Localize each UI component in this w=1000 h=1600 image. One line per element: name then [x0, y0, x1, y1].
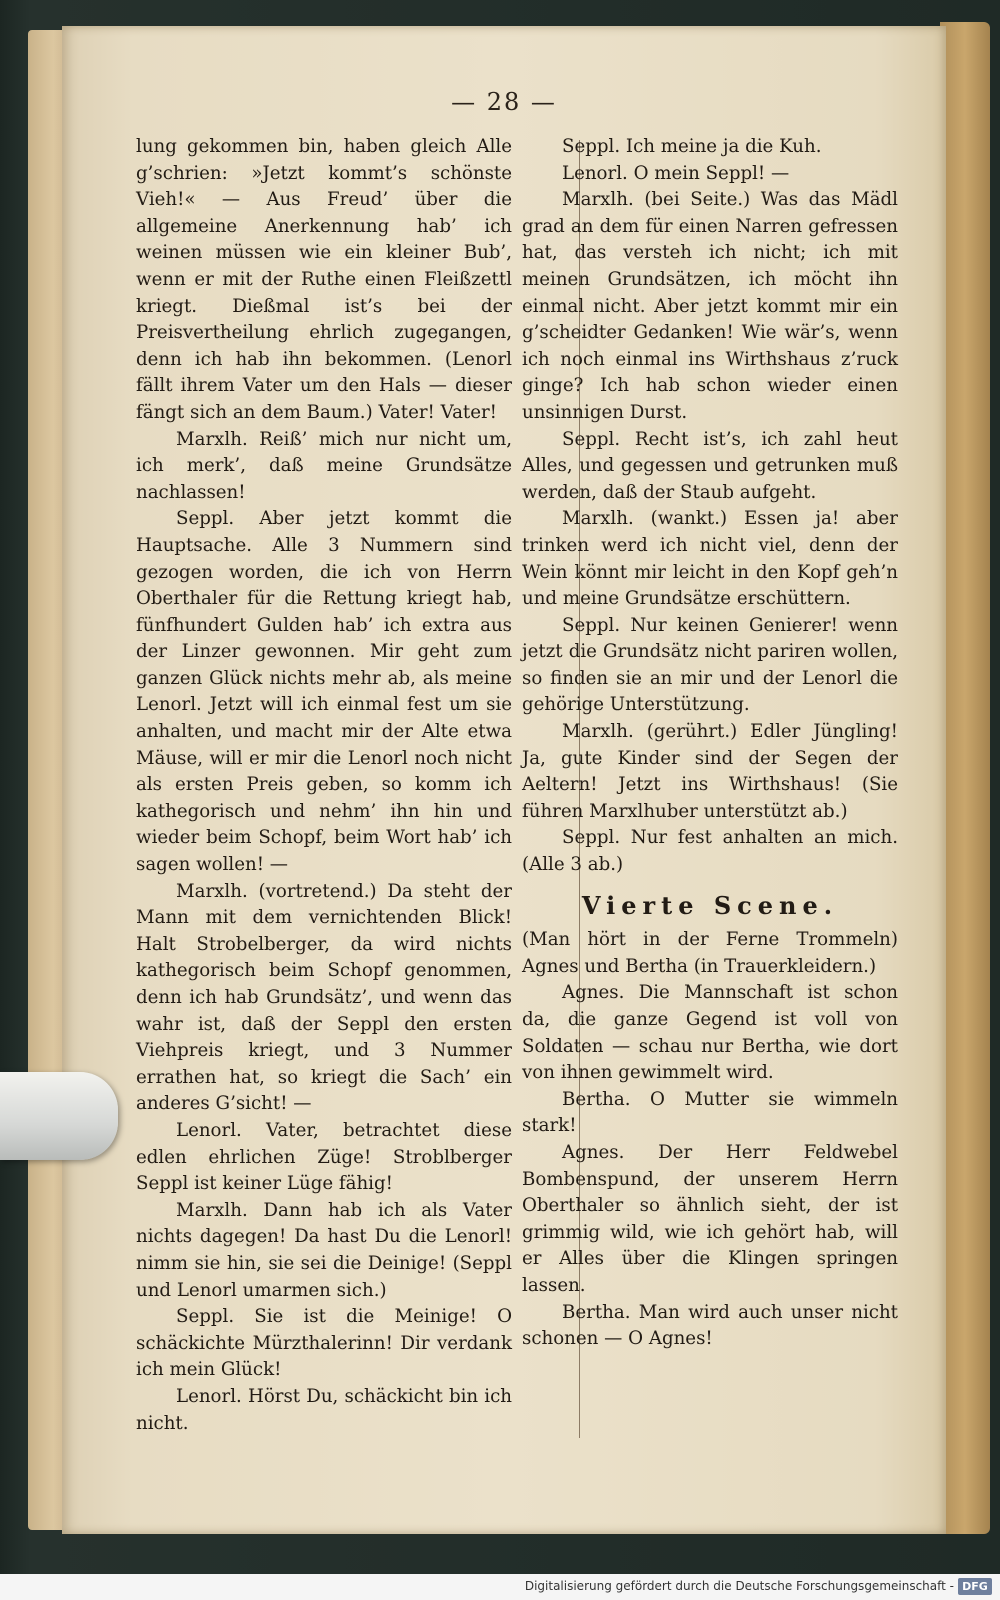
paragraph: Lenorl. Hörst Du, schäckicht bin ich nicht.	[136, 1385, 512, 1434]
paragraph: Seppl. Aber jetzt kommt die Hauptsache. Alle 3 Nummern sind gezogen worden, die ich von Herrn Oberthaler für die Rettung kriegt hab, fünfhundert Gulden hab’ ich extra aus der Linzer gewonnen. Mir geht zum ganzen Glück nichts mehr ab, als meine Lenorl. Jetzt will ich einmal fest um sie anhalten, und macht mir der Alte etwa Mäuse, will er mir die Lenorl noch nicht als ersten Preis geben, so komm ich kathegorisch und nehm’ ihn hin und wieder beim Schopf, beim Wort hab’ ich sagen wollen! —	[136, 508, 512, 876]
page-number: — 28 —	[451, 88, 557, 116]
dfg-logo: DFG	[958, 1578, 992, 1595]
paragraph: Marxlh. (gerührt.) Edler Jüngling! Ja, gute Kinder sind der Segen der Aeltern! Jetzt ins Wirthshaus! (Sie führen Marxlhuber unterstützt ab.)	[522, 721, 898, 822]
paragraph: Bertha. Man wird auch unser nicht schonen — O Agnes!	[522, 1301, 898, 1350]
paragraph: Seppl. Nur keinen Genierer! wenn jetzt die Grundsätz nicht pariren wollen, so finden sie an mir und der Lenorl die gehörige Unterstützung.	[522, 614, 898, 716]
paragraph: Marxlh. Dann hab ich als Vater nichts dagegen! Da hast Du die Lenorl! nimm sie hin, sie sei die Deinige! (Seppl und Lenorl umarmen sich.)	[136, 1199, 512, 1301]
scene-title: Vierte Scene.	[581, 890, 839, 920]
paragraph: Agnes. Die Mannschaft ist schon da, die ganze Gegend ist voll von Soldaten — schau nur Bertha, wie dort von ihnen gewimmelt wird.	[522, 982, 898, 1084]
book-page	[62, 26, 946, 1534]
paragraph: Bertha. O Mutter sie wimmeln stark!	[522, 1088, 898, 1137]
paragraph: Marxlh. (vortretend.) Da steht der Mann mit dem vernichtenden Blick! Halt Strobelberger, da wird nichts kathegorisch beim Schopf genommen, denn ich hab Grundsätz’, und wenn das wahr ist, daß der Seppl den ersten Viehpreis kriegt, und 3 Nummer errathen hat, so kriegt die Sach’ ein anderes G’sicht! —	[136, 880, 512, 1115]
paragraph: Agnes. Der Herr Feldwebel Bombenspund, der unserem Herrn Oberthaler so ähnlich sieht, der ist grimmig wild, wie ich gehört hab, will er Alles über die Klingen springen lassen.	[522, 1141, 898, 1296]
paragraph: lung gekommen bin, haben gleich Alle g’schrien: »Jetzt kommt’s schönste Vieh!« — Aus Freud’ über die allgemeine Anerkennung hab’ ich weinen müssen wie ein kleiner Bub’, wenn er mit der Ruthe einen Fleißzettl kriegt. Dießmal ist’s bei der Preisvertheilung ehrlich zugegangen, denn ich hab ihn bekommen. (Lenorl fällt ihrem Vater um den Hals — dieser fängt sich an dem Baum.) Vater! Vater!	[136, 136, 512, 423]
paragraph: Lenorl. O mein Seppl! —	[562, 162, 790, 184]
paragraph: Marxlh. Reiß’ mich nur nicht um, ich merk’, daß meine Grundsätze nachlassen!	[136, 428, 512, 503]
paragraph: Marxlh. (bei Seite.) Was das Mädl grad an dem für einen Narren gefressen hat, das versteh ich nicht; ich mit meinen Grundsätzen, ich möcht ihn einmal nicht. Aber jetzt kommt mir ein g’scheidter Gedanken! Wie wär’s, wenn ich noch einmal ins Wirthshaus z’ruck ginge? Ich hab schon wieder einen unsinnigen Durst.	[522, 189, 898, 423]
right-column	[522, 134, 898, 1353]
paragraph: Seppl. Recht ist’s, ich zahl heut Alles, und gegessen und getrunken muß werden, daß der Staub aufgeht.	[522, 428, 898, 503]
paragraph: Seppl. Nur fest anhalten an mich. (Alle 3 ab.)	[522, 827, 898, 876]
stage-direction: (Man hört in der Ferne Trommeln) Agnes und Bertha (in Trauerkleidern.)	[522, 929, 898, 977]
paragraph: Marxlh. (wankt.) Essen ja! aber trinken werd ich nicht viel, denn der Wein könnt mir leicht in den Kopf geh’n und meine Grundsätze erschüttern.	[522, 508, 898, 610]
footer-bar	[0, 1574, 1000, 1600]
bookmark-tab	[0, 1072, 118, 1160]
left-column	[136, 134, 512, 1437]
paragraph: Seppl. Sie ist die Meinige! O schäckichte Mürzthalerinn! Dir verdank ich mein Glück!	[136, 1306, 512, 1381]
paragraph: Lenorl. Vater, betrachtet diese edlen ehrlichen Züge! Stroblberger Seppl ist keiner Lüge fähig!	[136, 1119, 512, 1195]
paragraph: Seppl. Ich meine ja die Kuh.	[562, 136, 822, 157]
funding-note: Digitalisierung gefördert durch die Deutsche Forschungsgemeinschaft -	[524, 1579, 954, 1593]
book-edge-right	[940, 22, 990, 1534]
